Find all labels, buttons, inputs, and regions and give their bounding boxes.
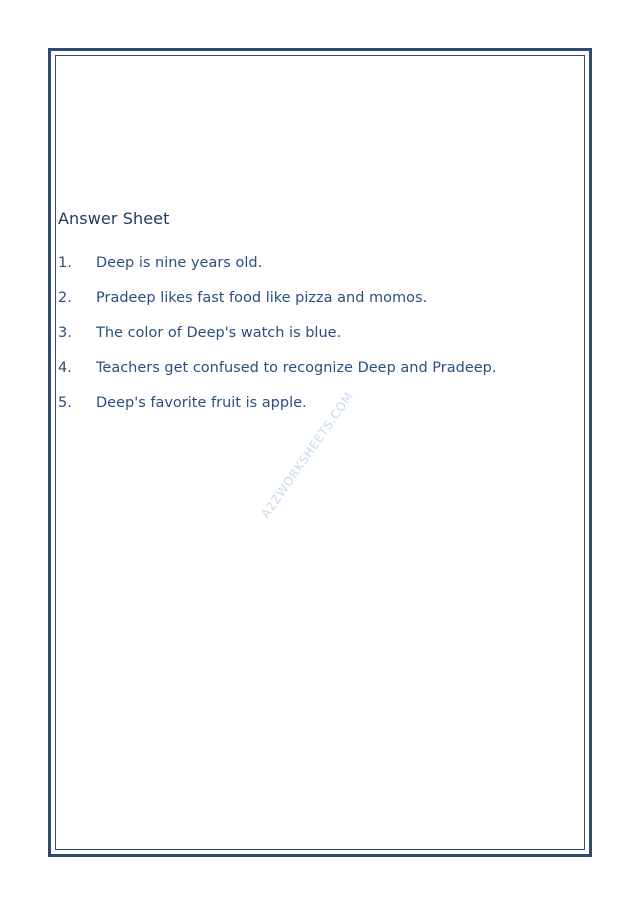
answer-number: 1. — [58, 255, 72, 271]
answer-text: Teachers get confused to recognize Deep and Pradeep. — [96, 360, 497, 376]
answer-text: Deep's favorite fruit is apple. — [96, 395, 307, 411]
answer-number: 5. — [58, 395, 72, 411]
answer-text: The color of Deep's watch is blue. — [96, 325, 342, 341]
answer-number: 4. — [58, 360, 72, 376]
answer-text: Deep is nine years old. — [96, 255, 263, 271]
answer-text: Pradeep likes fast food like pizza and momos. — [96, 290, 428, 306]
page-border — [48, 48, 592, 857]
answer-sheet-title: Answer Sheet — [58, 209, 170, 228]
answer-number: 3. — [58, 325, 72, 341]
page-border-inner — [55, 55, 585, 850]
answer-number: 2. — [58, 290, 72, 306]
watermark: A2ZWORKSHEETS.COM — [258, 389, 357, 521]
